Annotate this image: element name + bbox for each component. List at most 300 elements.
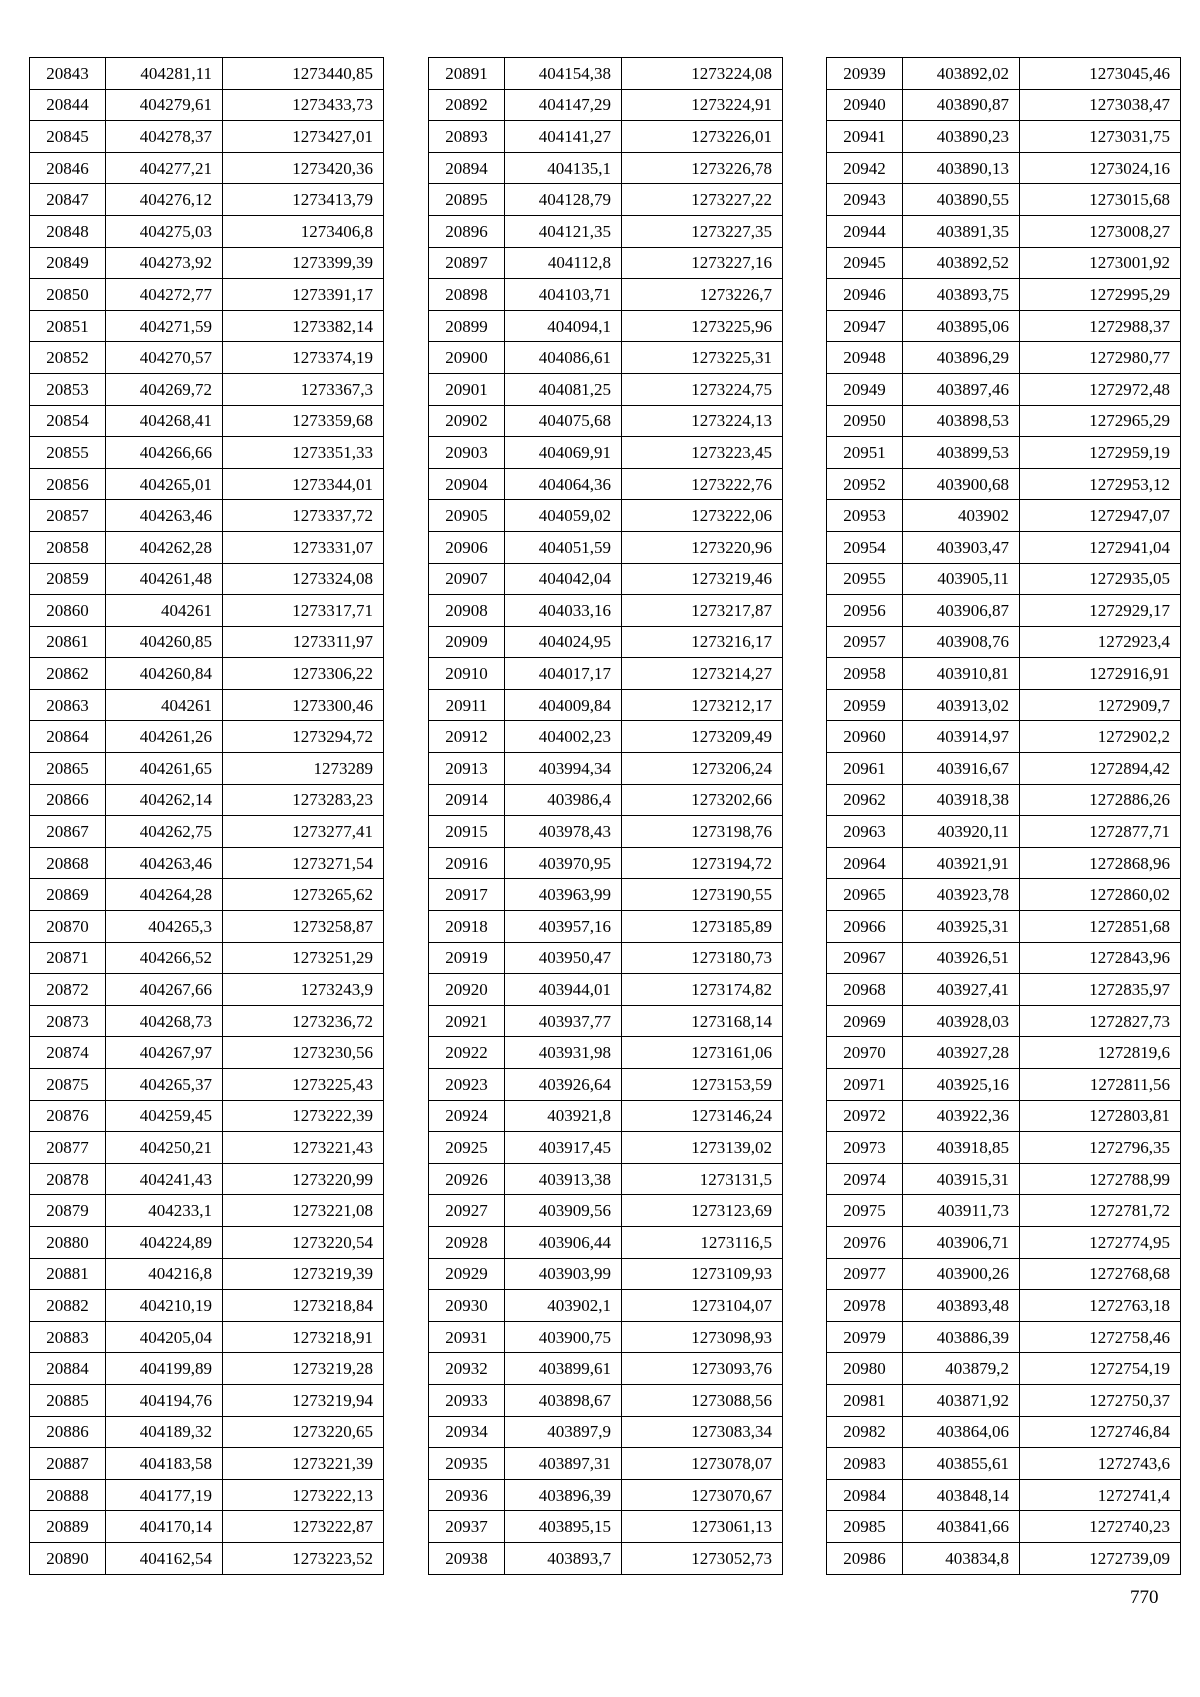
y-coordinate-cell: 1272877,71 [1020,816,1181,848]
x-coordinate-cell: 404261 [106,689,223,721]
y-coordinate-cell: 1273219,39 [223,1258,384,1290]
y-coordinate-cell: 1273294,72 [223,721,384,753]
table-row [429,816,783,848]
y-coordinate-cell: 1273224,91 [622,89,783,121]
x-coordinate-cell: 404265,3 [106,911,223,943]
table-row [429,1542,783,1574]
y-coordinate-cell: 1273015,68 [1020,184,1181,216]
point-number-cell: 20971 [827,1069,903,1101]
coordinate-table-2 [428,57,783,1575]
x-coordinate-cell: 404081,25 [505,373,622,405]
point-number-cell: 20861 [30,626,106,658]
x-coordinate-cell: 404261,26 [106,721,223,753]
point-number-cell: 20914 [429,784,505,816]
y-coordinate-cell: 1273277,41 [223,816,384,848]
table-row [827,1037,1181,1069]
table-row [429,279,783,311]
table-row [827,89,1181,121]
table-row [429,879,783,911]
table-row [827,847,1181,879]
x-coordinate-cell: 403893,7 [505,1542,622,1574]
y-coordinate-cell: 1272947,07 [1020,500,1181,532]
point-number-cell: 20942 [827,152,903,184]
point-number-cell: 20934 [429,1416,505,1448]
x-coordinate-cell: 404194,76 [106,1384,223,1416]
point-number-cell: 20857 [30,500,106,532]
x-coordinate-cell: 404121,35 [505,215,622,247]
x-coordinate-cell: 404189,32 [106,1416,223,1448]
table-row [429,1353,783,1385]
point-number-cell: 20946 [827,279,903,311]
table-row [827,942,1181,974]
point-number-cell: 20859 [30,563,106,595]
x-coordinate-cell: 404154,38 [505,58,622,90]
y-coordinate-cell: 1273223,45 [622,437,783,469]
point-number-cell: 20843 [30,58,106,90]
point-number-cell: 20882 [30,1290,106,1322]
x-coordinate-cell: 403926,51 [903,942,1020,974]
x-coordinate-cell: 403994,34 [505,753,622,785]
point-number-cell: 20879 [30,1195,106,1227]
y-coordinate-cell: 1273083,34 [622,1416,783,1448]
table-row [429,847,783,879]
point-number-cell: 20974 [827,1163,903,1195]
y-coordinate-cell: 1273001,92 [1020,247,1181,279]
x-coordinate-cell: 404051,59 [505,531,622,563]
y-coordinate-cell: 1273168,14 [622,1005,783,1037]
x-coordinate-cell: 403923,78 [903,879,1020,911]
point-number-cell: 20921 [429,1005,505,1037]
y-coordinate-cell: 1272868,96 [1020,847,1181,879]
y-coordinate-cell: 1273225,96 [622,310,783,342]
table-row [30,1448,384,1480]
y-coordinate-cell: 1273227,16 [622,247,783,279]
point-number-cell: 20893 [429,121,505,153]
x-coordinate-cell: 404275,03 [106,215,223,247]
y-coordinate-cell: 1272860,02 [1020,879,1181,911]
x-coordinate-cell: 404277,21 [106,152,223,184]
point-number-cell: 20944 [827,215,903,247]
y-coordinate-cell: 1273221,08 [223,1195,384,1227]
table-row [30,1226,384,1258]
point-number-cell: 20889 [30,1511,106,1543]
y-coordinate-cell: 1273289 [223,753,384,785]
table-row [429,1163,783,1195]
point-number-cell: 20928 [429,1226,505,1258]
y-coordinate-cell: 1273311,97 [223,626,384,658]
y-coordinate-cell: 1273185,89 [622,911,783,943]
x-coordinate-cell: 404263,46 [106,847,223,879]
point-number-cell: 20960 [827,721,903,753]
y-coordinate-cell: 1272959,19 [1020,437,1181,469]
x-coordinate-cell: 403898,67 [505,1384,622,1416]
point-number-cell: 20863 [30,689,106,721]
point-number-cell: 20895 [429,184,505,216]
x-coordinate-cell: 403921,91 [903,847,1020,879]
table-row [30,89,384,121]
table-row [827,1163,1181,1195]
point-number-cell: 20935 [429,1448,505,1480]
x-coordinate-cell: 403879,2 [903,1353,1020,1385]
x-coordinate-cell: 404135,1 [505,152,622,184]
table-row [827,152,1181,184]
point-number-cell: 20940 [827,89,903,121]
table-row [429,721,783,753]
y-coordinate-cell: 1273218,91 [223,1321,384,1353]
table-row [30,1542,384,1574]
table-row [30,1195,384,1227]
point-number-cell: 20957 [827,626,903,658]
point-number-cell: 20941 [827,121,903,153]
y-coordinate-cell: 1272743,6 [1020,1448,1181,1480]
table-row [30,847,384,879]
point-number-cell: 20919 [429,942,505,974]
y-coordinate-cell: 1272988,37 [1020,310,1181,342]
x-coordinate-cell: 403909,56 [505,1195,622,1227]
x-coordinate-cell: 403918,38 [903,784,1020,816]
table-row [30,595,384,627]
x-coordinate-cell: 403890,87 [903,89,1020,121]
point-number-cell: 20887 [30,1448,106,1480]
point-number-cell: 20858 [30,531,106,563]
table-row [429,121,783,153]
x-coordinate-cell: 404272,77 [106,279,223,311]
y-coordinate-cell: 1272803,81 [1020,1100,1181,1132]
y-coordinate-cell: 1273220,99 [223,1163,384,1195]
y-coordinate-cell: 1272763,18 [1020,1290,1181,1322]
x-coordinate-cell: 403918,85 [903,1132,1020,1164]
point-number-cell: 20964 [827,847,903,879]
point-number-cell: 20909 [429,626,505,658]
point-number-cell: 20945 [827,247,903,279]
x-coordinate-cell: 403895,15 [505,1511,622,1543]
x-coordinate-cell: 403898,53 [903,405,1020,437]
table-row [30,342,384,374]
x-coordinate-cell: 403970,95 [505,847,622,879]
x-coordinate-cell: 403916,67 [903,753,1020,785]
point-number-cell: 20905 [429,500,505,532]
y-coordinate-cell: 1272886,26 [1020,784,1181,816]
x-coordinate-cell: 404279,61 [106,89,223,121]
x-coordinate-cell: 403906,71 [903,1226,1020,1258]
table-row [429,1321,783,1353]
y-coordinate-cell: 1272953,12 [1020,468,1181,500]
y-coordinate-cell: 1273227,22 [622,184,783,216]
y-coordinate-cell: 1272768,68 [1020,1258,1181,1290]
x-coordinate-cell: 403925,31 [903,911,1020,943]
y-coordinate-cell: 1273222,87 [223,1511,384,1543]
y-coordinate-cell: 1273088,56 [622,1384,783,1416]
table-row [429,247,783,279]
y-coordinate-cell: 1273406,8 [223,215,384,247]
y-coordinate-cell: 1273031,75 [1020,121,1181,153]
table-row [429,89,783,121]
table-row [30,373,384,405]
table-row [429,152,783,184]
table-row [429,1100,783,1132]
x-coordinate-cell: 404270,57 [106,342,223,374]
x-coordinate-cell: 404024,95 [505,626,622,658]
y-coordinate-cell: 1272819,6 [1020,1037,1181,1069]
table-row [827,911,1181,943]
point-number-cell: 20950 [827,405,903,437]
point-number-cell: 20918 [429,911,505,943]
y-coordinate-cell: 1273139,02 [622,1132,783,1164]
y-coordinate-cell: 1273382,14 [223,310,384,342]
x-coordinate-cell: 404261 [106,595,223,627]
y-coordinate-cell: 1273214,27 [622,658,783,690]
point-number-cell: 20985 [827,1511,903,1543]
point-number-cell: 20917 [429,879,505,911]
table-row [827,1226,1181,1258]
point-number-cell: 20951 [827,437,903,469]
y-coordinate-cell: 1272916,91 [1020,658,1181,690]
y-coordinate-cell: 1273153,59 [622,1069,783,1101]
y-coordinate-cell: 1273161,06 [622,1037,783,1069]
point-number-cell: 20924 [429,1100,505,1132]
x-coordinate-cell: 404094,1 [505,310,622,342]
x-coordinate-cell: 403913,38 [505,1163,622,1195]
point-number-cell: 20910 [429,658,505,690]
y-coordinate-cell: 1273220,65 [223,1416,384,1448]
point-number-cell: 20948 [827,342,903,374]
table-row [827,1416,1181,1448]
x-coordinate-cell: 403900,75 [505,1321,622,1353]
point-number-cell: 20888 [30,1479,106,1511]
point-number-cell: 20897 [429,247,505,279]
table-row [827,816,1181,848]
y-coordinate-cell: 1272923,4 [1020,626,1181,658]
x-coordinate-cell: 403906,87 [903,595,1020,627]
point-number-cell: 20847 [30,184,106,216]
point-number-cell: 20961 [827,753,903,785]
y-coordinate-cell: 1273180,73 [622,942,783,974]
y-coordinate-cell: 1273243,9 [223,974,384,1006]
point-number-cell: 20981 [827,1384,903,1416]
table-row [30,279,384,311]
y-coordinate-cell: 1273223,52 [223,1542,384,1574]
x-coordinate-cell: 403931,98 [505,1037,622,1069]
x-coordinate-cell: 404177,19 [106,1479,223,1511]
table-row [429,689,783,721]
x-coordinate-cell: 403902 [903,500,1020,532]
y-coordinate-cell: 1273045,46 [1020,58,1181,90]
table-row [30,816,384,848]
y-coordinate-cell: 1272965,29 [1020,405,1181,437]
x-coordinate-cell: 404224,89 [106,1226,223,1258]
y-coordinate-cell: 1273226,78 [622,152,783,184]
table-row [30,1132,384,1164]
table-row [30,1511,384,1543]
table-row [30,1005,384,1037]
table-row [429,753,783,785]
table-row [429,1448,783,1480]
table-row [30,215,384,247]
y-coordinate-cell: 1272746,84 [1020,1416,1181,1448]
point-number-cell: 20880 [30,1226,106,1258]
point-number-cell: 20939 [827,58,903,90]
x-coordinate-cell: 403915,31 [903,1163,1020,1195]
y-coordinate-cell: 1272894,42 [1020,753,1181,785]
point-number-cell: 20954 [827,531,903,563]
x-coordinate-cell: 403950,47 [505,942,622,974]
table-row [827,342,1181,374]
table-row [30,121,384,153]
table-row [30,405,384,437]
table-row [827,784,1181,816]
point-number-cell: 20871 [30,942,106,974]
table-row [827,58,1181,90]
table-row [429,1258,783,1290]
table-row [30,626,384,658]
point-number-cell: 20853 [30,373,106,405]
table-row [827,974,1181,1006]
y-coordinate-cell: 1273399,39 [223,247,384,279]
point-number-cell: 20865 [30,753,106,785]
point-number-cell: 20885 [30,1384,106,1416]
x-coordinate-cell: 404261,48 [106,563,223,595]
table-row [429,184,783,216]
y-coordinate-cell: 1273222,06 [622,500,783,532]
point-number-cell: 20873 [30,1005,106,1037]
y-coordinate-cell: 1273265,62 [223,879,384,911]
table-row [429,1069,783,1101]
point-number-cell: 20930 [429,1290,505,1322]
x-coordinate-cell: 403905,11 [903,563,1020,595]
x-coordinate-cell: 403896,29 [903,342,1020,374]
point-number-cell: 20947 [827,310,903,342]
point-number-cell: 20891 [429,58,505,90]
point-number-cell: 20978 [827,1290,903,1322]
table-row [827,1384,1181,1416]
point-number-cell: 20902 [429,405,505,437]
point-number-cell: 20968 [827,974,903,1006]
x-coordinate-cell: 404216,8 [106,1258,223,1290]
table-row [429,1416,783,1448]
x-coordinate-cell: 403921,8 [505,1100,622,1132]
table-row [827,626,1181,658]
x-coordinate-cell: 404260,84 [106,658,223,690]
table-row [30,437,384,469]
x-coordinate-cell: 404268,73 [106,1005,223,1037]
y-coordinate-cell: 1273061,13 [622,1511,783,1543]
table-row [429,1479,783,1511]
point-number-cell: 20851 [30,310,106,342]
y-coordinate-cell: 1273258,87 [223,911,384,943]
table-row [827,247,1181,279]
y-coordinate-cell: 1272827,73 [1020,1005,1181,1037]
y-coordinate-cell: 1273198,76 [622,816,783,848]
y-coordinate-cell: 1273236,72 [223,1005,384,1037]
point-number-cell: 20886 [30,1416,106,1448]
x-coordinate-cell: 404269,72 [106,373,223,405]
point-number-cell: 20963 [827,816,903,848]
y-coordinate-cell: 1273070,67 [622,1479,783,1511]
point-number-cell: 20979 [827,1321,903,1353]
point-number-cell: 20892 [429,89,505,121]
y-coordinate-cell: 1272995,29 [1020,279,1181,311]
point-number-cell: 20972 [827,1100,903,1132]
point-number-cell: 20976 [827,1226,903,1258]
point-number-cell: 20875 [30,1069,106,1101]
y-coordinate-cell: 1272754,19 [1020,1353,1181,1385]
y-coordinate-cell: 1273433,73 [223,89,384,121]
y-coordinate-cell: 1272781,72 [1020,1195,1181,1227]
x-coordinate-cell: 403900,26 [903,1258,1020,1290]
point-number-cell: 20923 [429,1069,505,1101]
point-number-cell: 20866 [30,784,106,816]
y-coordinate-cell: 1273227,35 [622,215,783,247]
y-coordinate-cell: 1273217,87 [622,595,783,627]
y-coordinate-cell: 1273222,39 [223,1100,384,1132]
x-coordinate-cell: 403897,9 [505,1416,622,1448]
y-coordinate-cell: 1273344,01 [223,468,384,500]
x-coordinate-cell: 403895,06 [903,310,1020,342]
table-row [429,626,783,658]
y-coordinate-cell: 1273174,82 [622,974,783,1006]
point-number-cell: 20903 [429,437,505,469]
point-number-cell: 20955 [827,563,903,595]
table-row [827,1542,1181,1574]
point-number-cell: 20966 [827,911,903,943]
x-coordinate-cell: 403897,46 [903,373,1020,405]
point-number-cell: 20933 [429,1384,505,1416]
y-coordinate-cell: 1272750,37 [1020,1384,1181,1416]
x-coordinate-cell: 404267,97 [106,1037,223,1069]
table-row [30,310,384,342]
point-number-cell: 20899 [429,310,505,342]
x-coordinate-cell: 403914,97 [903,721,1020,753]
point-number-cell: 20864 [30,721,106,753]
point-number-cell: 20876 [30,1100,106,1132]
table-row [827,1195,1181,1227]
y-coordinate-cell: 1273093,76 [622,1353,783,1385]
y-coordinate-cell: 1273220,54 [223,1226,384,1258]
y-coordinate-cell: 1273146,24 [622,1100,783,1132]
y-coordinate-cell: 1272929,17 [1020,595,1181,627]
point-number-cell: 20959 [827,689,903,721]
x-coordinate-cell: 404199,89 [106,1353,223,1385]
y-coordinate-cell: 1273216,17 [622,626,783,658]
table-row [827,1258,1181,1290]
y-coordinate-cell: 1273220,96 [622,531,783,563]
x-coordinate-cell: 404266,52 [106,942,223,974]
table-row [429,531,783,563]
x-coordinate-cell: 404112,8 [505,247,622,279]
y-coordinate-cell: 1273212,17 [622,689,783,721]
point-number-cell: 20900 [429,342,505,374]
x-coordinate-cell: 403927,28 [903,1037,1020,1069]
y-coordinate-cell: 1273209,49 [622,721,783,753]
table-row [30,468,384,500]
y-coordinate-cell: 1273374,19 [223,342,384,374]
x-coordinate-cell: 403926,64 [505,1069,622,1101]
point-number-cell: 20884 [30,1353,106,1385]
y-coordinate-cell: 1273337,72 [223,500,384,532]
x-coordinate-cell: 403834,8 [903,1542,1020,1574]
x-coordinate-cell: 403917,45 [505,1132,622,1164]
x-coordinate-cell: 404276,12 [106,184,223,216]
point-number-cell: 20877 [30,1132,106,1164]
x-coordinate-cell: 403848,14 [903,1479,1020,1511]
point-number-cell: 20925 [429,1132,505,1164]
table-row [30,1353,384,1385]
x-coordinate-cell: 403893,48 [903,1290,1020,1322]
table-row [827,373,1181,405]
point-number-cell: 20984 [827,1479,903,1511]
point-number-cell: 20904 [429,468,505,500]
x-coordinate-cell: 404250,21 [106,1132,223,1164]
